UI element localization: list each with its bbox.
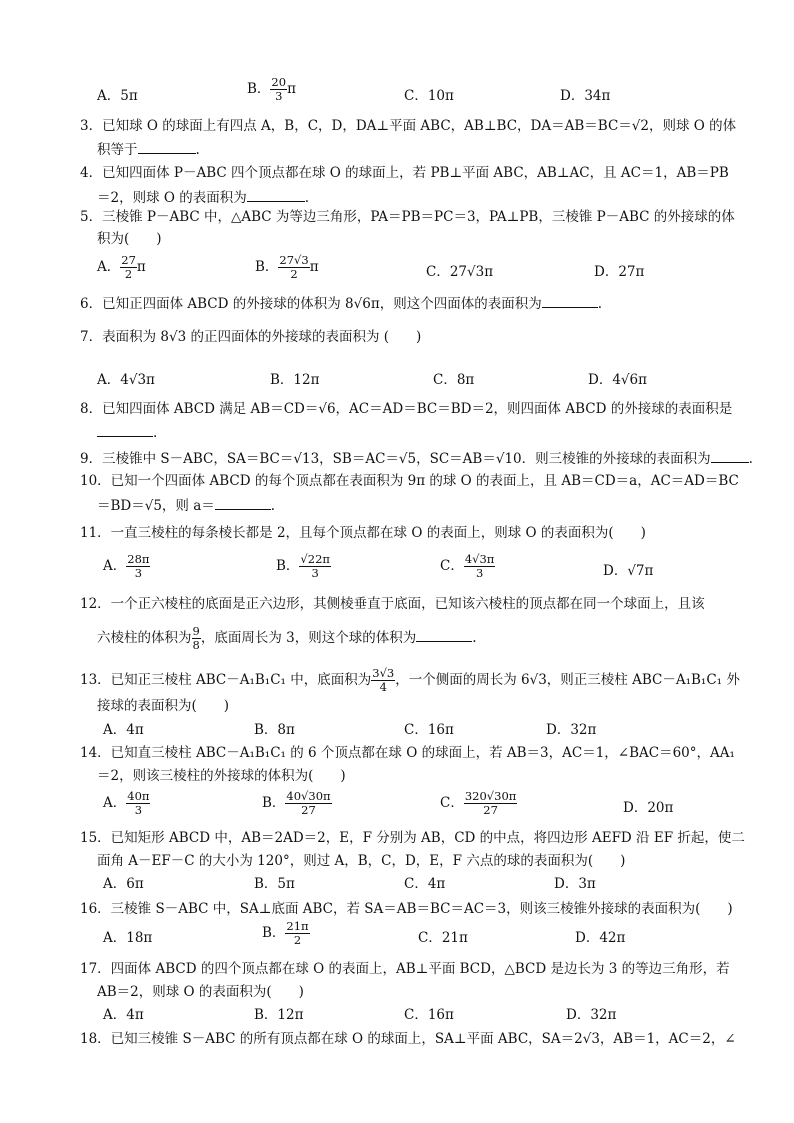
option-b: B． $\frac{√22\pi}{3}$ (276, 552, 330, 580)
numerator: 28π (127, 552, 150, 566)
denominator: 2 (290, 267, 298, 281)
question-8-line-1: 8．已知四面体 ABCD 满足 AB＝CD＝√6，AC＝AD＝BC＝BD＝2，则四面体 ABCD 的外接球的表面积是 (80, 401, 733, 417)
fraction (299, 553, 331, 580)
pi-symbol: π (287, 81, 296, 97)
fraction (285, 790, 331, 817)
question-5-line-2: 积为( ) (97, 231, 162, 247)
option-a: A．4π (103, 722, 144, 738)
option-c: C．8π (433, 372, 475, 388)
question-3-line-1: 3．已知球 O 的球面上有四点 A，B，C，D，DA⊥平面 ABC，AB⊥BC，DA＝AB＝BC＝√2，则球 O 的体 (80, 118, 737, 134)
denominator: 3 (475, 566, 484, 580)
denominator: 3 (311, 566, 319, 580)
numerator: 21π (286, 919, 309, 933)
question-17-line-2: AB＝2，则球 O 的表面积为( ) (97, 984, 304, 1000)
question-text: ，一个侧面的周长为 6√3，则正三棱柱 ABC－A₁B₁C₁ 外 (395, 672, 740, 688)
denominator: 27 (483, 803, 498, 817)
question-14-line-1: 14．已知直三棱柱 ABC－A₁B₁C₁ 的 6 个顶点都在球 O 的球面上，若 AB＝3，AC＝1，∠BAC＝60°，AA₁ (80, 745, 735, 761)
option-a: A． $\frac{28\pi}{3}$ (103, 552, 150, 580)
numerator: √22π (300, 552, 330, 566)
question-10-line-1: 10．已知一个四面体 ABCD 的每个顶点都在表面积为 9π 的球 O 的表面上，且 AB＝CD＝a，AC＝AD＝BC (80, 473, 739, 489)
denominator: 3 (134, 803, 143, 817)
denominator: 2 (293, 933, 302, 947)
answer-blank[interactable] (138, 139, 196, 154)
question-6 (80, 293, 602, 313)
option-b: B．12π (254, 1007, 304, 1023)
option-a: A．4√3π (97, 372, 155, 388)
question-text: ＝BD＝√5，则 a＝ (97, 498, 215, 514)
numerator: 27√3 (279, 253, 309, 267)
question-13-line-2: 接球的表面积为( ) (97, 698, 230, 714)
question-8-line-2 (97, 422, 157, 442)
option-b (247, 76, 296, 103)
question-10-line-2 (97, 495, 275, 515)
punctuation: . (153, 425, 158, 441)
option-b: B． $\frac{21\pi}{2}$ (262, 919, 309, 947)
question-9 (80, 448, 753, 468)
option-b: B． $\frac{27√3}{2}$ π (255, 253, 319, 281)
option-a: A．5π (97, 88, 138, 104)
question-4-line-1: 4．已知四面体 P－ABC 四个顶点都在球 O 的球面上，若 PB⊥平面 ABC，AB⊥AC，且 AC＝1，AB＝PB (80, 165, 729, 181)
question-text: 9．三棱锥中 S－ABC，SA＝BC＝√13，SB＝AC＝√5，SC＝AB＝√10．则三棱锥的外接球的表面积为 (80, 451, 711, 467)
fraction (371, 667, 395, 694)
option-a: A． $\frac{40\pi}{3}$ (103, 789, 150, 817)
option-c: C．10π (404, 88, 454, 104)
option-a: A．18π (103, 930, 153, 946)
denominator: 27 (301, 803, 316, 817)
option-d: D．32π (566, 1007, 617, 1023)
numerator: 20 (271, 75, 287, 89)
question-text: 6．已知正四面体 ABCD 的外接球的体积为 8√6π，则这个四面体的表面积为 (80, 296, 542, 312)
option-d: D．3π (554, 876, 596, 892)
option-b: B．8π (254, 722, 295, 738)
question-11: 11．一直三棱柱的每条棱长都是 2，且每个顶点都在球 O 的表面上，则球 O 的表面积为( ) (80, 525, 646, 541)
option-d: D．4√6π (588, 372, 647, 388)
option-d: D．32π (546, 722, 597, 738)
answer-blank[interactable] (542, 293, 598, 308)
punctuation: . (472, 630, 477, 646)
question-12-line-1: 12．一个正六棱柱的底面是正六边形，其侧棱垂直于底面，已知该六棱柱的顶点都在同一个球面上，且该 (80, 596, 705, 612)
question-15-line-1: 15．已知矩形 ABCD 中，AB＝2AD＝2，E，F 分别为 AB，CD 的中点，将四边形 AEFD 沿 EF 折起，使二 (80, 830, 745, 846)
option-c: C．16π (404, 1007, 454, 1023)
answer-blank[interactable] (215, 495, 271, 510)
fraction (464, 790, 517, 817)
option-c: C． $\frac{320√30\pi}{27}$ (440, 789, 517, 817)
option-b: B．5π (254, 876, 295, 892)
question-text: ＝2，则球 O 的表面积为 (97, 190, 247, 206)
fraction (126, 553, 150, 580)
option-d: D．34π (560, 88, 611, 104)
option-c: C． $\frac{4√3\pi}{3}$ (440, 552, 495, 580)
question-text: 积等于 (97, 142, 138, 158)
answer-blank[interactable] (247, 187, 305, 202)
fraction (278, 254, 309, 281)
question-text: 六棱柱的体积为 (97, 630, 192, 646)
option-c: C．27√3π (426, 264, 494, 280)
answer-blank[interactable] (416, 627, 472, 642)
fraction (464, 553, 496, 580)
punctuation: . (304, 190, 310, 206)
option-b: B．12π (270, 372, 320, 388)
option-d: D．20π (623, 800, 674, 816)
numerator: 40π (127, 789, 150, 803)
punctuation: . (748, 451, 753, 467)
fraction (270, 76, 287, 103)
question-text: ，底面周长为 3，则这个球的体积为 (200, 630, 417, 646)
fraction (285, 920, 309, 947)
option-a: A．6π (103, 876, 144, 892)
question-17-line-1: 17．四面体 ABCD 的四个顶点都在球 O 的表面上，AB⊥平面 BCD，△BCD 是边长为 3 的等边三角形，若 (80, 961, 730, 977)
numerator: 9 (192, 624, 200, 638)
option-d: D．√7π (603, 563, 654, 579)
fraction (126, 790, 150, 817)
numerator: 27 (121, 253, 136, 267)
question-16: 16．三棱锥 S－ABC 中，SA⊥底面 ABC，若 SA＝AB＝BC＝AC＝3，则该三棱锥外接球的表面积为( ) (80, 901, 733, 917)
option-d: D．42π (575, 930, 626, 946)
option-d: D．27π (594, 264, 645, 280)
question-text: 13．已知正三棱柱 ABC－A₁B₁C₁ 中，底面积为 (80, 672, 372, 688)
option-b: B． $\frac{40√30\pi}{27}$ (262, 789, 331, 817)
question-13-line-1 (80, 667, 740, 694)
question-15-line-2: 面角 A－EF－C 的大小为 120°，则过 A，B，C，D，E，F 六点的球的表面积为( ) (97, 853, 626, 869)
numerator: 3√3 (372, 666, 395, 680)
answer-blank[interactable] (711, 448, 749, 463)
punctuation: . (597, 296, 602, 312)
fraction (120, 254, 137, 281)
option-a: A．4π (103, 1007, 144, 1023)
denominator: 4 (379, 680, 387, 694)
question-5-line-1: 5．三棱锥 P－ABC 中，△ABC 为等边三角形，PA＝PB＝PC＝3，PA⊥PB，三棱锥 P－ABC 的外接球的体 (80, 209, 735, 225)
numerator: 4√3π (464, 552, 495, 566)
denominator: 2 (124, 267, 133, 281)
question-12-line-2 (97, 625, 477, 652)
question-18-line-1: 18．已知三棱锥 S－ABC 的所有顶点都在球 O 的球面上，SA⊥平面 ABC，SA＝2√3，AB＝1，AC＝2，∠ (80, 1031, 736, 1047)
punctuation: . (270, 498, 276, 514)
question-7: 7．表面积为 8√3 的正四面体的外接球的表面积为 ( ) (80, 329, 422, 345)
option-c: C．16π (404, 722, 454, 738)
numerator: 320√30π (464, 789, 517, 803)
question-3-line-2 (97, 139, 200, 159)
fraction (192, 625, 201, 652)
denominator: 3 (134, 566, 143, 580)
punctuation: . (195, 142, 200, 158)
question-14-line-2: ＝2，则该三棱柱的外接球的体积为( ) (97, 768, 346, 784)
option-c: C．21π (418, 930, 468, 946)
option-c: C．4π (404, 876, 446, 892)
question-4-line-2 (97, 187, 309, 207)
denominator: 8 (192, 638, 200, 652)
option-label: B． (247, 81, 271, 97)
numerator: 40√30π (286, 789, 331, 803)
answer-blank[interactable] (97, 422, 153, 437)
option-a: A． $\frac{27}{2}$ π (97, 253, 146, 281)
denominator: 3 (275, 89, 283, 103)
